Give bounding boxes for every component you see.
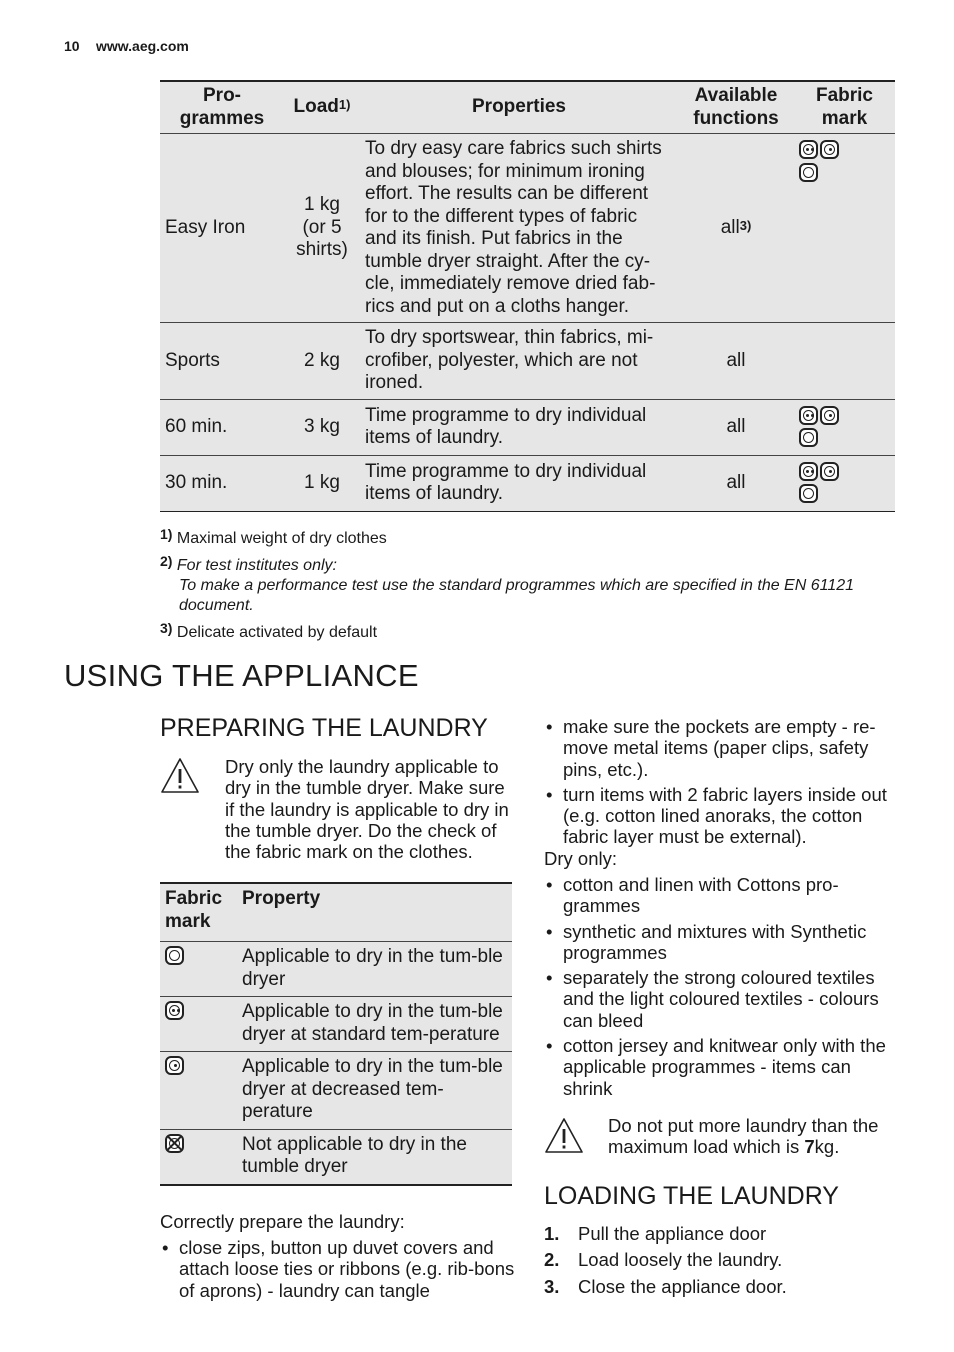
tumble-dry-normal-icon: [165, 1001, 184, 1020]
programme-fabric-mark: [794, 399, 895, 455]
programme-fabric-mark: [794, 134, 895, 323]
tumble-dry-icon: [799, 163, 818, 182]
step-text: Close the appliance door.: [578, 1275, 787, 1297]
functions-value: all: [720, 216, 740, 238]
warning-max-load: [608, 1115, 898, 1158]
programme-properties: To dry easy care fabrics such shirts and blouses; for minimum ironing effort. The results can be different for to the different types of fabric and its finish. Put fabrics in the tumble dryer straight. After the cy-cle, immediately remove dried fab-rics and put on a cloths hanger.: [360, 134, 678, 323]
fabric-mark-table: [160, 882, 512, 1186]
warning-icon: [160, 757, 200, 795]
footnote-3-number: 3): [160, 620, 173, 636]
max-load-unit: kg.: [814, 1136, 840, 1158]
footnote-1: [160, 528, 880, 549]
footnotes: [160, 528, 880, 643]
tumble-dry-low-icon: [820, 406, 839, 425]
footnote-3: [160, 622, 880, 643]
tumble-dry-low-icon: [165, 1056, 184, 1075]
list-item: • turn items with 2 fabric layers inside out (e.g. cotton lined anoraks, the cotton fabric layer must be external).: [544, 784, 896, 848]
programme-name: 60 min.: [160, 399, 284, 455]
fabric-row: [160, 997, 512, 1052]
programme-functions: [678, 455, 794, 511]
footnote-1-text: Maximal weight of dry clothes: [176, 530, 387, 547]
programme-row: [160, 323, 895, 400]
programme-properties: Time programme to dry individual items of laundry.: [360, 399, 678, 455]
footnote-2: [160, 555, 880, 616]
programme-table-header: [160, 81, 895, 134]
tumble-dry-normal-icon: [799, 140, 818, 159]
tumble-dry-icon: [799, 428, 818, 447]
header-url: www.aeg.com: [96, 38, 189, 54]
col-properties: Properties: [360, 81, 678, 134]
bullet-list-right-1: [544, 716, 896, 852]
tumble-dry-icon: [799, 484, 818, 503]
do-not-tumble-dry-icon: [165, 1134, 184, 1153]
footnote-1-number: 1): [160, 526, 173, 542]
programme-name: Easy Iron: [160, 134, 284, 323]
fabric-property: Not applicable to dry in the tumble dryer: [237, 1129, 512, 1185]
col-programmes: Pro- grammes: [160, 81, 284, 134]
programme-functions: [678, 323, 794, 400]
footnote-2-number: 2): [160, 553, 173, 569]
col-functions: Available functions: [678, 81, 794, 134]
page-number: 10: [64, 38, 80, 54]
step-item: [544, 1249, 896, 1270]
functions-footnote-ref: 3): [739, 217, 752, 233]
programme-load: 3 kg: [284, 399, 360, 455]
programme-functions: [678, 399, 794, 455]
loading-steps: [544, 1223, 896, 1302]
footnote-2-line2: To make a performance test use the standard programmes which are specified in the EN 61121 document.: [179, 577, 855, 614]
programme-fabric-mark: [794, 323, 895, 400]
fabric-row: [160, 1129, 512, 1185]
programme-properties: Time programme to dry individual items of laundry.: [360, 455, 678, 511]
programme-functions: [678, 134, 794, 323]
fabric-row: [160, 1052, 512, 1130]
footnote-2-line1: For test institutes only:: [176, 557, 337, 574]
programme-properties: To dry sportswear, thin fabrics, mi-crofiber, polyester, which are not ironed.: [360, 323, 678, 400]
step-number: 1.: [544, 1223, 560, 1244]
col-load-label: Load: [293, 96, 339, 118]
programme-row: [160, 399, 895, 455]
col-load: [284, 81, 360, 134]
fabric-row: [160, 942, 512, 997]
warning-text: Dry only the laundry applicable to dry in the tumble dryer. Make sure if the laundry is applicable to dry in the tumble dryer. Do the check of the fabric mark on the clothes.: [225, 756, 509, 863]
tumble-dry-normal-icon: [799, 406, 818, 425]
programme-load: 2 kg: [284, 323, 360, 400]
functions-value: all: [726, 471, 746, 493]
step-number: 3.: [544, 1275, 560, 1297]
programme-name: 30 min.: [160, 455, 284, 511]
programme-row: [160, 455, 895, 511]
list-item: • synthetic and mixtures with Synthetic programmes: [544, 921, 896, 964]
programme-name: Sports: [160, 323, 284, 400]
col-property: Property: [237, 883, 512, 942]
list-item: • make sure the pockets are empty - re-move metal items (paper clips, safety pins, etc.).: [544, 716, 896, 780]
programme-fabric-mark: [794, 455, 895, 511]
tumble-dry-low-icon: [820, 140, 839, 159]
programme-load: 1 kg: [284, 455, 360, 511]
bullet-list-right-2: [544, 874, 896, 1103]
programme-load: 1 kg (or 5 shirts): [284, 134, 360, 323]
fabric-table-header: [160, 883, 512, 942]
step-text: Pull the appliance door: [578, 1223, 767, 1244]
col-fabric-mark: Fabric mark: [794, 81, 895, 134]
col-load-footnote-ref: 1): [338, 97, 351, 113]
tumble-dry-icon: [165, 946, 184, 965]
col-fabric-mark-2: Fabric mark: [160, 883, 237, 942]
loading-title: LOADING THE LAUNDRY: [544, 1182, 839, 1210]
fabric-property: Applicable to dry in the tum-ble dryer at standard tem-perature: [237, 997, 512, 1052]
tumble-dry-normal-icon: [799, 462, 818, 481]
step-number: 2.: [544, 1249, 560, 1271]
list-item: • close zips, button up duvet covers and attach loose ties or ribbons (e.g. rib-bons of aprons) - laundry can tangle: [160, 1237, 515, 1301]
dry-only-label: Dry only:: [544, 848, 617, 869]
functions-value: all: [726, 349, 746, 371]
programme-row: [160, 134, 895, 323]
list-item: • separately the strong coloured textiles and the light coloured textiles - colours can bleed: [544, 967, 896, 1031]
warning-max-load-text: Do not put more laundry than the maximum load which is: [608, 1115, 879, 1158]
fabric-property: Applicable to dry in the tum-ble dryer: [237, 942, 512, 997]
functions-value: all: [726, 415, 746, 437]
fabric-property: Applicable to dry in the tum-ble dryer at decreased tem-perature: [237, 1052, 512, 1130]
bullet-list-left: [160, 1237, 515, 1305]
warning-icon: [544, 1117, 584, 1155]
step-item: [544, 1223, 896, 1244]
programme-table: [160, 80, 895, 512]
tumble-dry-low-icon: [820, 462, 839, 481]
step-text: Load loosely the laundry.: [578, 1249, 783, 1271]
step-item: [544, 1276, 896, 1297]
prepare-intro: Correctly prepare the laundry:: [160, 1211, 405, 1232]
section-title: USING THE APPLIANCE: [64, 658, 419, 693]
footnote-3-text: Delicate activated by default: [176, 624, 378, 641]
list-item: • cotton jersey and knitwear only with the applicable programmes - items can shrink: [544, 1035, 896, 1099]
preparing-title: PREPARING THE LAUNDRY: [160, 714, 488, 742]
max-load-value: 7: [804, 1136, 815, 1158]
list-item: • cotton and linen with Cottons pro-grammes: [544, 874, 896, 917]
